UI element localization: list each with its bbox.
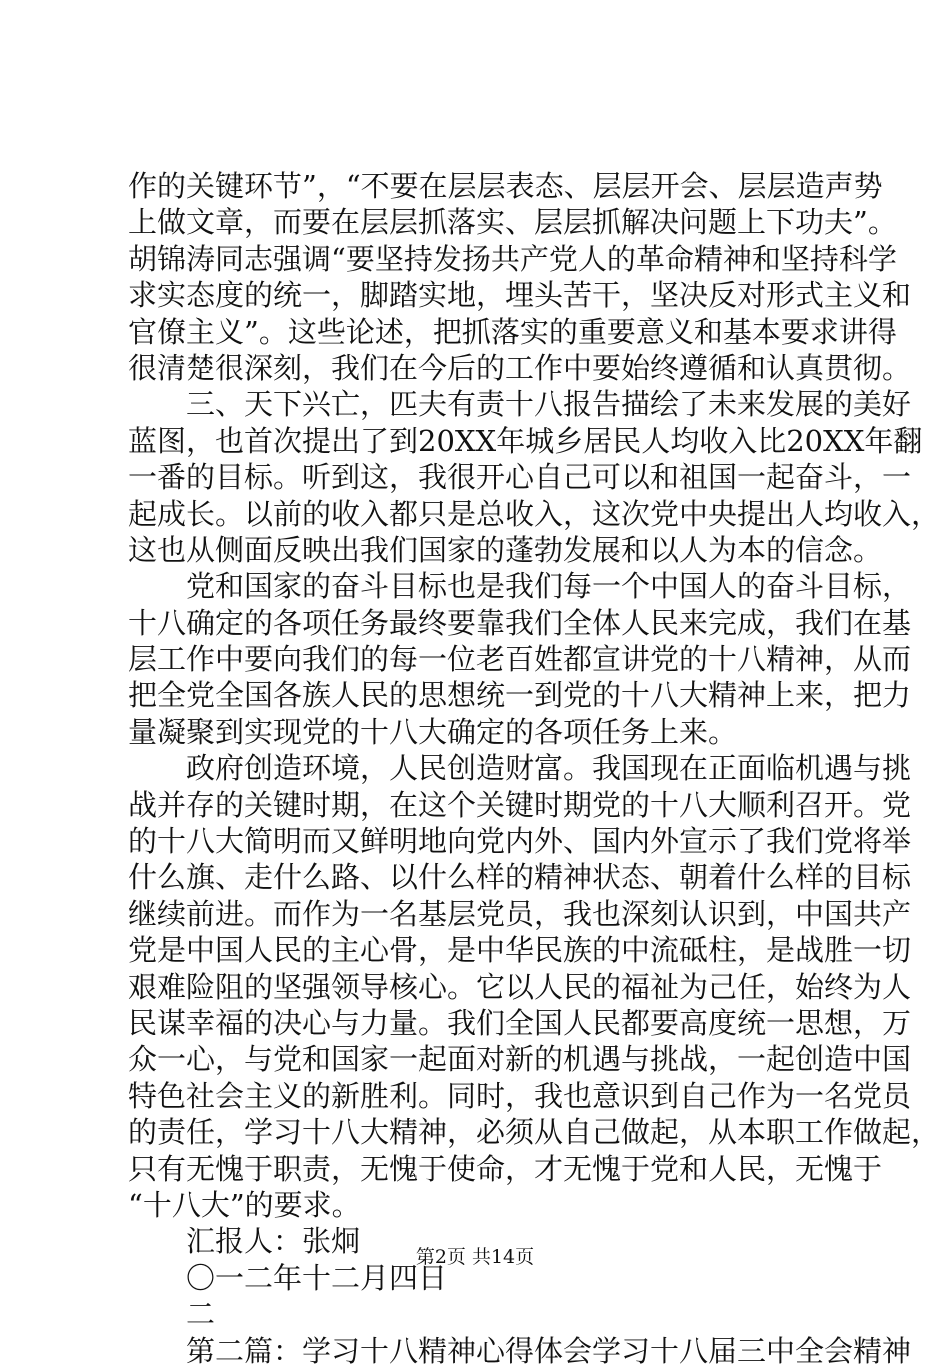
text-line: 第二篇：学习十八精神心得体会学习十八届三中全会精神 bbox=[186, 1333, 912, 1368]
text-line: 〇一二年十二月四日 bbox=[186, 1260, 448, 1295]
paragraph bbox=[128, 1333, 912, 1369]
document-body bbox=[128, 168, 941, 1369]
text-line: 只有无愧于职责，无愧于使命，才无愧于党和人民，无愧于 bbox=[128, 1151, 883, 1186]
paragraph bbox=[128, 168, 912, 386]
page-footer: 第2页 共14页 bbox=[415, 1246, 535, 1268]
text-line: 蓝图，也首次提出了到20XX年城乡居民人均收入比20XX年翻 bbox=[128, 423, 923, 458]
text-line: 十八确定的各项任务最终要靠我们全体人民来完成，我们在基 bbox=[128, 605, 912, 640]
paragraph bbox=[128, 568, 912, 750]
text-line: 起成长。以前的收入都只是总收入，这次党中央提出人均收入， bbox=[128, 496, 941, 531]
text-line: 二 bbox=[186, 1297, 216, 1332]
text-line: 艰难险阻的坚强领导核心。它以人民的福祉为己任，始终为人 bbox=[128, 969, 912, 1004]
text-line: 党是中国人民的主心骨，是中华民族的中流砥柱，是战胜一切 bbox=[128, 933, 912, 968]
paragraph bbox=[128, 1296, 842, 1332]
text-line: 汇报人：张炯 bbox=[186, 1224, 361, 1259]
text-line: 官僚主义”。这些论述，把抓落实的重要意义和基本要求讲得 bbox=[128, 314, 897, 349]
text-line: 继续前进。而作为一名基层党员，我也深刻认识到，中国共产 bbox=[128, 896, 912, 931]
paragraph bbox=[128, 386, 941, 568]
text-line: 胡锦涛同志强调“要坚持发扬共产党人的革命精神和坚持科学 bbox=[128, 241, 897, 276]
text-line: “十八大”的要求。 bbox=[128, 1187, 361, 1222]
text-line: 特色社会主义的新胜利。同时，我也意识到自己作为一名党员 bbox=[128, 1078, 912, 1113]
text-line: 党和国家的奋斗目标也是我们每一个中国人的奋斗目标， bbox=[186, 569, 912, 604]
paragraph bbox=[128, 750, 941, 1223]
text-line: 民谋幸福的决心与力量。我们全国人民都要高度统一思想，万 bbox=[128, 1005, 912, 1040]
text-line: 求实态度的统一，脚踏实地，埋头苦干，坚决反对形式主义和 bbox=[128, 278, 912, 313]
text-line: 什么旗、走什么路、以什么样的精神状态、朝着什么样的目标 bbox=[128, 860, 912, 895]
text-line: 政府创造环境，人民创造财富。我国现在正面临机遇与挑 bbox=[186, 751, 912, 786]
text-line: 量凝聚到实现党的十八大确定的各项任务上来。 bbox=[128, 714, 738, 749]
text-line: 一番的目标。听到这，我很开心自己可以和祖国一起奋斗，一 bbox=[128, 460, 912, 495]
text-line: 的十八大简明而又鲜明地向党内外、国内外宣示了我们党将举 bbox=[128, 824, 912, 859]
text-line: 很清楚很深刻，我们在今后的工作中要始终遵循和认真贯彻。 bbox=[128, 350, 912, 385]
text-line: 上做文章，而要在层层抓落实、层层抓解决问题上下功夫”。 bbox=[128, 205, 897, 240]
text-line: 三、天下兴亡，匹夫有责十八报告描绘了未来发展的美好 bbox=[186, 387, 912, 422]
text-line: 战并存的关键时期，在这个关键时期党的十八大顺利召开。党 bbox=[128, 787, 912, 822]
text-line: 作的关键环节”，“不要在层层表态、层层开会、层层造声势 bbox=[128, 169, 883, 203]
text-line: 的责任，学习十八大精神，必须从自己做起，从本职工作做起， bbox=[128, 1115, 941, 1150]
text-line: 这也从侧面反映出我们国家的蓬勃发展和以人为本的信念。 bbox=[128, 532, 883, 567]
text-line: 把全党全国各族人民的思想统一到党的十八大精神上来，把力 bbox=[128, 678, 912, 713]
text-line: 众一心，与党和国家一起面对新的机遇与挑战，一起创造中国 bbox=[128, 1042, 912, 1077]
text-line: 层工作中要向我们的每一位老百姓都宣讲党的十八精神，从而 bbox=[128, 642, 912, 677]
